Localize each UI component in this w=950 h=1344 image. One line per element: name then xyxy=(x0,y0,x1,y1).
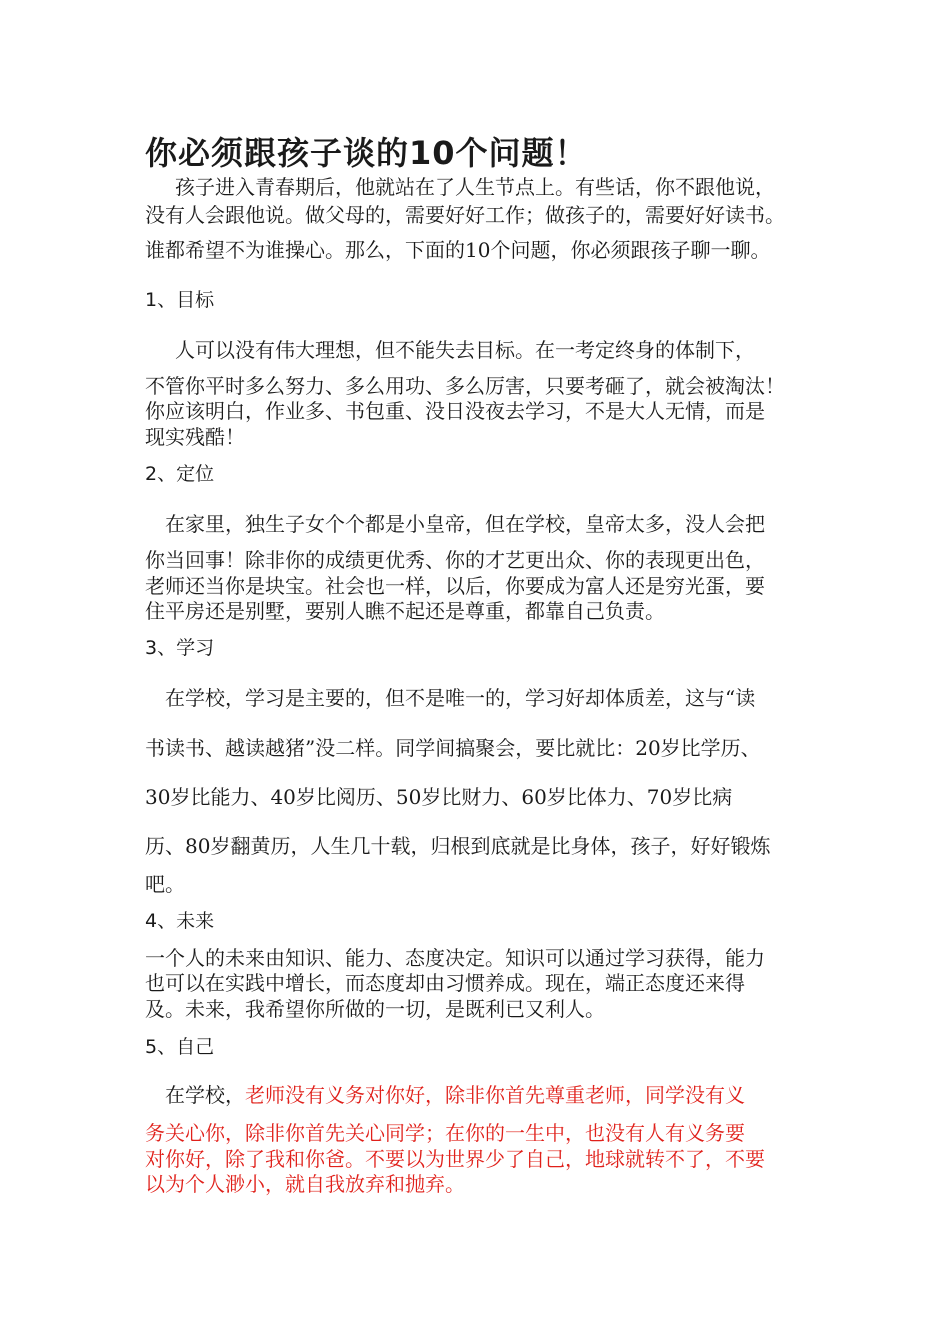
intro-line: 没有人会跟他说。做父母的，需要好好工作；做孩子的，需要好好读书。 xyxy=(145,203,785,227)
intro-line: 谁都希望不为谁操心。那么，下面的10个问题，你必须跟孩子聊一聊。 xyxy=(145,238,771,262)
paragraph-line: 住平房还是别墅，要别人瞧不起还是尊重，都靠自己负责。 xyxy=(145,599,665,623)
highlighted-line: 对你好，除了我和你爸。不要以为世界少了自己，地球就转不了，不要 xyxy=(145,1147,765,1171)
paragraph-line: 一个人的未来由知识、能力、态度决定。知识可以通过学习获得，能力 xyxy=(145,946,765,970)
paragraph-text: 在学校， xyxy=(165,1083,245,1107)
paragraph-line: 30岁比能力、40岁比阅历、50岁比财力、60岁比体力、70岁比病 xyxy=(145,785,733,809)
paragraph-line: 在家里，独生子女个个都是小皇帝，但在学校，皇帝太多，没人会把 xyxy=(165,512,765,536)
page-title: 你必须跟孩子谈的10个问题！ xyxy=(145,134,588,172)
paragraph-line: 吧。 xyxy=(145,872,185,896)
section-heading: 3、学习 xyxy=(145,637,215,659)
highlighted-line: 务关心你，除非你首先关心同学；在你的一生中，也没有人有义务要 xyxy=(145,1121,745,1145)
paragraph-line: 及。未来，我希望你所做的一切，是既利已又利人。 xyxy=(145,997,605,1021)
section-heading: 2、定位 xyxy=(145,463,215,485)
section-heading: 4、未来 xyxy=(145,910,215,932)
highlighted-line: 以为个人渺小，就自我放弃和抛弃。 xyxy=(145,1172,465,1196)
paragraph-line: 在学校，学习是主要的，但不是唯一的，学习好却体质差，这与“读 xyxy=(165,686,756,710)
section-heading: 5、自己 xyxy=(145,1036,215,1058)
paragraph-line xyxy=(165,1082,745,1108)
paragraph-line: 书读书、越读越猪”没二样。同学间搞聚会，要比就比：20岁比学历、 xyxy=(145,736,761,760)
section-heading: 1、目标 xyxy=(145,289,215,311)
paragraph-line: 历、80岁翻黄历，人生几十载，归根到底就是比身体，孩子，好好锻炼 xyxy=(145,834,771,858)
highlighted-text: 老师没有义务对你好，除非你首先尊重老师，同学没有义 xyxy=(245,1083,745,1107)
intro-line: 孩子进入青春期后，他就站在了人生节点上。有些话，你不跟他说， xyxy=(175,175,775,199)
paragraph-line: 也可以在实践中增长，而态度却由习惯养成。现在，端正态度还来得 xyxy=(145,971,745,995)
paragraph-line: 你当回事！除非你的成绩更优秀、你的才艺更出众、你的表现更出色， xyxy=(145,548,765,572)
paragraph-line: 人可以没有伟大理想，但不能失去目标。在一考定终身的体制下， xyxy=(175,338,755,362)
paragraph-line: 不管你平时多么努力、多么用功、多么厉害，只要考砸了，就会被淘汰！ xyxy=(145,374,785,398)
paragraph-line: 老师还当你是块宝。社会也一样，以后，你要成为富人还是穷光蛋，要 xyxy=(145,574,765,598)
paragraph-line: 现实残酷！ xyxy=(145,425,245,449)
paragraph-line: 你应该明白，作业多、书包重、没日没夜去学习，不是大人无情，而是 xyxy=(145,399,765,423)
